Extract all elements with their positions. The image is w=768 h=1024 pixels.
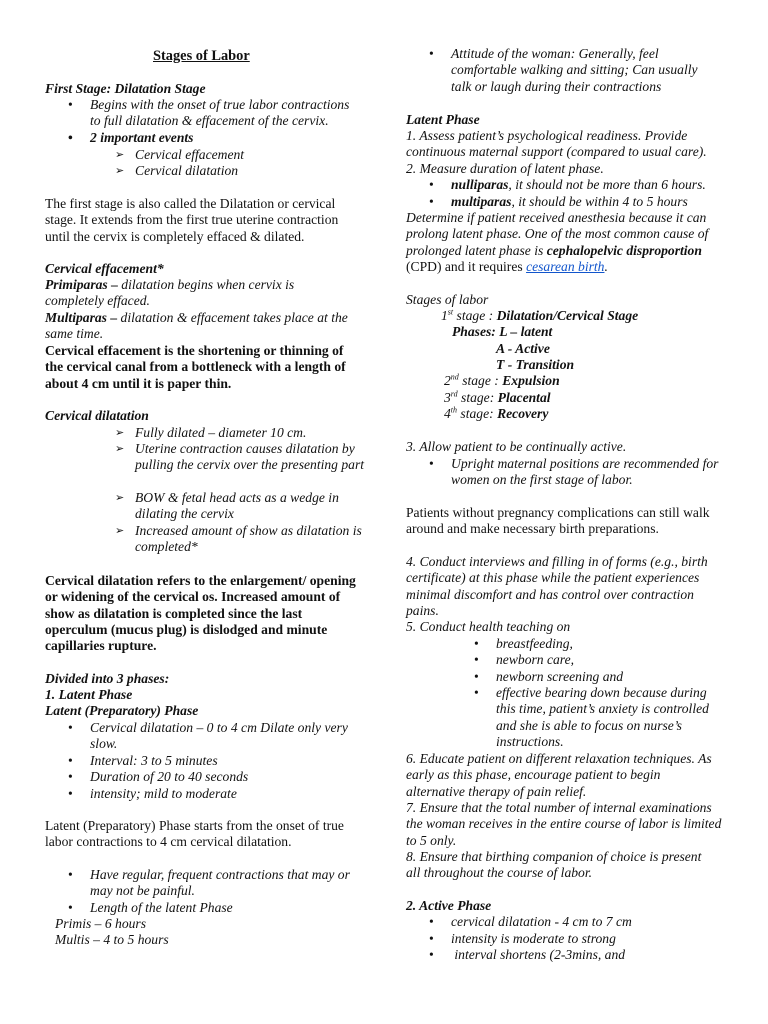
dilatation-point: ➢ Increased amount of show as dilatation is completed* — [115, 523, 362, 555]
latent-bullet-2: • Length of the latent Phase — [68, 900, 233, 915]
dilatation-point: ➢ Fully dilated – diameter 10 cm. — [115, 425, 307, 440]
latent-phase-heading: Latent Phase — [406, 112, 480, 127]
first-stage-paragraph: The first stage is also called the Dilatation or cervical stage. It extends from the first true uterine contraction until the cervix is completely effaced & dilated. — [45, 196, 339, 244]
primis-line: Primis – 6 hours — [55, 916, 147, 931]
stage-3-line: 3rd stage: Placental — [444, 389, 551, 405]
first-stage-bullet: • 2 important events — [68, 130, 194, 145]
cesarean-birth-link[interactable]: cesarean birth — [526, 258, 605, 274]
teaching-item: • effective bearing down because during this time, patient’s anxiety is controlled and she is able to focus on nurse’s instructions. — [474, 685, 709, 749]
latent-heading: 1. Latent Phase — [45, 687, 133, 702]
upright-bullet: • Upright maternal positions are recommended for women on the first stage of labor. — [429, 456, 719, 488]
active-phase-heading: 2. Active Phase — [406, 898, 492, 913]
patients-paragraph: Patients without pregnancy complications can still walk around and make necessary birth preparations. — [406, 505, 710, 537]
phases-line: Phases: L – latent — [452, 324, 553, 339]
stage-2-line: 2nd stage : Expulsion — [444, 372, 560, 388]
item-6: 6. Educate patient on different relaxation techniques. As early as this phase, encourage patient to begin alternative therapy of pain relief. — [406, 751, 712, 799]
dilatation-heading: Cervical dilatation — [45, 408, 149, 423]
multiparas-line: Multiparas – dilatation & effacement takes place at the same time. — [45, 310, 348, 342]
latent-paragraph: Latent (Preparatory) Phase starts from the onset of true labor contractions to 4 cm cervical dilatation. — [45, 818, 344, 850]
dilatation-point: ➢ Uterine contraction causes dilatation by pulling the cervix over the presenting part — [115, 441, 365, 473]
dilatation-definition: Cervical dilatation refers to the enlargement/ opening or widening of the cervical os. Increased amount of show as dilatation is completed since the last operculum (mucus plug) is dislodged and minute capillaries rupture. — [45, 573, 356, 654]
primiparas-line: Primiparas – dilatation begins when cervix is completely effaced. — [45, 277, 295, 309]
latent-bullet: • Interval: 3 to 5 minutes — [68, 753, 218, 768]
phases-heading: Divided into 3 phases: — [45, 671, 170, 686]
anesthesia-paragraph: Determine if patient received anesthesia because it can prolong latent phase. One of the most common cause of prolonged latent phase is cephalopelvic disproportion (CPD) and it requires cesarean birth. — [406, 210, 709, 274]
item-8: 8. Ensure that birthing companion of choice is present all throughout the course of labor. — [406, 849, 702, 881]
effacement-heading: Cervical effacement* — [45, 261, 164, 276]
phase-active: A - Active — [496, 341, 550, 356]
active-bullet: • cervical dilatation - 4 cm to 7 cm — [429, 914, 632, 929]
latent-bullet: • Duration of 20 to 40 seconds — [68, 769, 249, 784]
multis-line: Multis – 4 to 5 hours — [55, 932, 169, 947]
first-stage-heading: First Stage: Dilatation Stage — [45, 81, 206, 96]
latent-bullet-2: • Have regular, frequent contractions that may or may not be painful. — [68, 867, 350, 899]
latent-bullet: • Cervical dilatation – 0 to 4 cm Dilate only very slow. — [68, 720, 348, 752]
teaching-item: • breastfeeding, — [474, 636, 573, 651]
item-7: 7. Ensure that the total number of internal examinations the woman receives in the entire course of labor is limited to 5 only. — [406, 800, 722, 848]
stages-label: Stages of labor — [406, 292, 489, 307]
active-bullet: • intensity is moderate to strong — [429, 931, 616, 946]
item-2: 2. Measure duration of latent phase. — [406, 161, 604, 176]
stage-4-line: 4th stage: Recovery — [444, 405, 549, 421]
active-bullet: • interval shortens (2-3mins, and — [429, 947, 626, 962]
item-4: 4. Conduct interviews and filling in of forms (e.g., birth certificate) at this phase while the patient experiences minimal discomfort and has control over contraction pains. — [406, 554, 708, 618]
attitude-bullet: • Attitude of the woman: Generally, feel comfortable walking and sitting; Can usually talk or laugh during their contractions — [429, 46, 698, 94]
item-5: 5. Conduct health teaching on — [406, 619, 571, 634]
nulliparas-bullet: • nulliparas, it should not be more than 6 hours. — [429, 177, 706, 192]
item-3: 3. Allow patient to be continually active. — [406, 439, 627, 454]
phase-transition: T - Transition — [496, 357, 575, 372]
page-title: Stages of Labor — [153, 48, 250, 64]
effacement-definition: Cervical effacement is the shortening or thinning of the cervical canal from a bottleneck with a length of about 4 cm until it is paper thin. — [45, 343, 346, 391]
item-1: 1. Assess patient’s psychological readiness. Provide continuous maternal support (compared to usual care). — [406, 128, 707, 160]
dilatation-point: ➢ BOW & fetal head acts as a wedge in dilating the cervix — [115, 490, 339, 522]
multiparas-bullet: • multiparas, it should be within 4 to 5 hours — [429, 194, 688, 209]
stage-1-line: 1st stage : Dilatation/Cervical Stage — [441, 307, 639, 323]
teaching-item: • newborn care, — [474, 652, 575, 667]
event-item: ➢ Cervical dilatation — [115, 163, 239, 178]
event-item: ➢ Cervical effacement — [115, 147, 245, 162]
latent-bullet: • intensity; mild to moderate — [68, 786, 237, 801]
latent-subheading: Latent (Preparatory) Phase — [45, 703, 199, 718]
teaching-item: • newborn screening and — [474, 669, 624, 684]
first-stage-bullet: • Begins with the onset of true labor contractions to full dilatation & effacement of the cervix. — [68, 97, 350, 129]
